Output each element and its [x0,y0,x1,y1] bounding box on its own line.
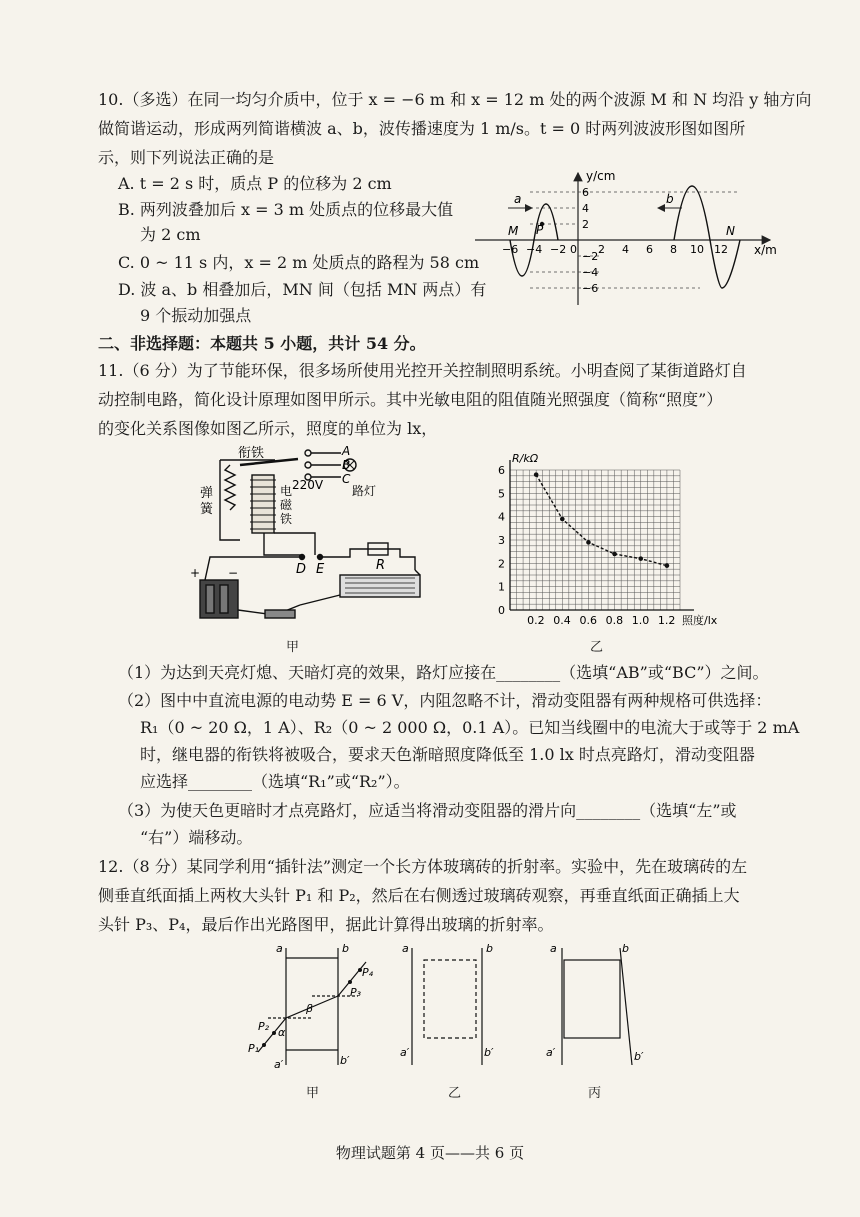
chart-data-point [665,563,670,568]
chart-data-point [638,556,643,561]
svg-text:b′: b′ [634,1050,644,1063]
wave-m-label: M [508,224,519,238]
chart-x-label: 照度/lx [682,614,718,627]
q10-option-b-cont: 为 2 cm [140,225,201,244]
svg-text:0: 0 [570,243,577,256]
fig-yi-label-12: 乙 [448,1086,462,1101]
svg-text:8: 8 [670,243,677,256]
svg-text:a′: a′ [274,1058,284,1071]
svg-text:−4: −4 [582,266,599,279]
wave-y-label: y/cm [586,169,616,183]
q11-line2: 动控制电路，简化设计原理如图甲所示。其中光敏电阻的阻值随光照强度（简称“照度”） [98,390,723,409]
chart-y-tick-label: 0 [498,604,505,617]
wave-figure [470,170,780,310]
section-2-heading: 二、非选择题：本题共 5 小题，共计 54 分。 [98,334,426,353]
q11-sub2c: 时，继电器的衔铁将被吸合，要求天色渐暗照度降低至 1.0 lx 时点亮路灯，滑动变阻器 [140,745,755,764]
chart-y-tick-label: 4 [498,510,505,524]
svg-text:2: 2 [598,243,605,256]
svg-text:10: 10 [690,243,704,256]
q11-sub2b: R₁（0 ~ 20 Ω，1 A）、R₂（0 ~ 2 000 Ω，0.1 A）。已知当线圈中的电流大于或等于 2 mA [140,718,800,737]
svg-text:a′: a′ [400,1046,410,1059]
label-dianci-2: 磁 [280,498,293,512]
electromagnet [252,475,274,533]
optics-figure-yi [400,940,510,1070]
svg-text:P₄: P₄ [362,966,374,979]
svg-text:2: 2 [582,218,589,231]
optics-figure-jia [240,940,380,1070]
fig-yi-label-11: 乙 [590,640,604,655]
svg-text:−6: −6 [582,282,599,295]
svg-text:P₂: P₂ [258,1020,270,1033]
svg-text:b: b [622,942,629,955]
label-ludeng: 路灯 [352,484,377,498]
chart-x-tick-label: 0.2 [527,614,545,627]
chart-x-tick-label: 0.6 [579,614,597,627]
q10-line2: 做简谐运动，形成两列简谐横波 a、b，波传播速度为 1 m/s。t = 0 时两列波波形图如图所 [98,119,746,138]
svg-text:b′: b′ [484,1046,494,1059]
svg-text:α: α [278,1026,286,1039]
q10-line3: 示，则下列说法正确的是 [98,148,275,167]
svg-text:4: 4 [622,243,629,256]
wave-x-ticks [502,243,728,256]
chart-x-tick-label: 0.4 [553,614,571,627]
q10-line1: 10.（多选）在同一均匀介质中，位于 x = −6 m 和 x = 12 m 处的两个波源 M 和 N 均沿 y 轴方向 [98,90,812,109]
chart-y-tick-label: 3 [498,534,505,547]
q11-sub3b: “右”）端移动。 [140,828,253,847]
label-c: C [342,472,351,486]
wave-p-label: P [536,223,544,237]
svg-text:a: a [276,942,283,955]
label-r: R [376,558,386,573]
svg-text:6: 6 [582,186,589,199]
label-minus: − [228,566,239,580]
q10-option-d-cont: 9 个振动加强点 [140,306,252,325]
chart-y-tick-label: 6 [498,464,505,477]
svg-text:12: 12 [714,243,728,256]
label-d: D [296,562,307,577]
svg-text:a: a [402,942,409,955]
q12-line2: 侧垂直纸面插上两枚大头针 P₁ 和 P₂，然后在右侧透过玻璃砖观察，再垂直纸面正确插上大 [98,886,740,905]
q10-option-d: D. 波 a、b 相叠加后，MN 间（包括 MN 两点）有 [118,280,487,299]
chart-data-point [534,472,539,477]
label-b: B [342,458,351,472]
label-tanhuang-2: 簧 [200,502,214,517]
svg-text:β: β [306,1002,314,1015]
q10-option-c: C. 0 ~ 11 s 内，x = 2 m 处质点的路程为 58 cm [118,253,480,272]
resistance-chart [470,450,718,630]
svg-text:b: b [342,942,349,955]
q12-line1: 12.（8 分）某同学利用“插针法”测定一个长方体玻璃砖的折射率。实验中，先在玻璃砖的左 [98,857,748,876]
page-footer: 物理试题第 4 页——共 6 页 [335,1144,525,1162]
q11-sub2a: （2）图中中直流电源的电动势 E = 6 V，内阻忽略不计，滑动变阻器有两种规格可供选择： [118,691,772,710]
svg-text:a′: a′ [546,1046,556,1059]
circuit-figure [180,445,450,625]
label-voltage: 220V [292,478,324,492]
fig-jia-label-11: 甲 [286,640,300,655]
svg-text:b: b [486,942,493,955]
svg-text:−6: −6 [502,243,519,256]
q10-option-b: B. 两列波叠加后 x = 3 m 处质点的位移最大值 [118,200,454,219]
q11-line1: 11.（6 分）为了节能环保，很多场所使用光控开关控制照明系统。小明查阅了某街道路灯自 [98,361,747,380]
q11-line3: 的变化关系图像如图乙所示，照度的单位为 lx， [98,419,438,438]
wave-a-label: a [514,192,522,206]
q12-line3: 头针 P₃、P₄，最后作出光路图甲，据此计算得出玻璃的折射率。 [98,915,554,934]
chart-data-point [586,540,591,545]
svg-text:P₃: P₃ [350,986,362,999]
label-e: E [316,562,325,577]
label-dianci-3: 铁 [280,512,293,526]
svg-text:6: 6 [646,243,653,256]
chart-y-tick-label: 2 [498,557,505,571]
wave-n-label: N [726,224,735,238]
chart-x-tick-label: 0.8 [605,614,624,627]
label-a: A [342,444,351,458]
spring [225,465,235,510]
chart-y-tick-label: 5 [498,487,505,501]
q11-sub1: （1）为达到天亮灯熄、天暗灯亮的效果，路灯应接在________（选填“AB”或“BC”）之间。 [118,663,769,682]
svg-text:−4: −4 [526,243,543,256]
chart-y-label: R/kΩ [512,452,539,465]
chart-x-tick-label: 1.2 [657,614,676,627]
q10-option-a: A. t = 2 s 时，质点 P 的位移为 2 cm [118,174,392,193]
svg-text:P₁: P₁ [248,1042,260,1055]
svg-text:−2: −2 [550,243,567,256]
wave-b-label: b [666,192,674,206]
label-tanhuang-1: 弹 [200,486,214,501]
svg-text:b′: b′ [340,1054,350,1067]
chart-data-point [560,517,565,522]
q11-sub3a: （3）为使天色更暗时才点亮路灯，应适当将滑动变阻器的滑片向________（选填“左”或 [118,801,737,820]
svg-text:4: 4 [582,202,589,215]
chart-data-point [612,552,617,557]
chart-y-tick-label: 1 [498,580,505,594]
chart-x-tick-label: 1.0 [631,614,650,627]
q11-sub2d: 应选择________（选填“R₁”或“R₂”）。 [140,772,410,791]
label-plus: + [190,566,201,580]
svg-text:a: a [550,942,557,955]
fig-bing-label-12: 丙 [588,1086,602,1101]
label-dianci-1: 电 [280,484,293,498]
wave-x-label: x/m [754,243,777,257]
label-xiantie: 衔铁 [238,446,265,461]
fig-jia-label-12: 甲 [306,1086,320,1101]
svg-text:−2: −2 [582,250,599,263]
optics-figure-bing [540,940,660,1070]
